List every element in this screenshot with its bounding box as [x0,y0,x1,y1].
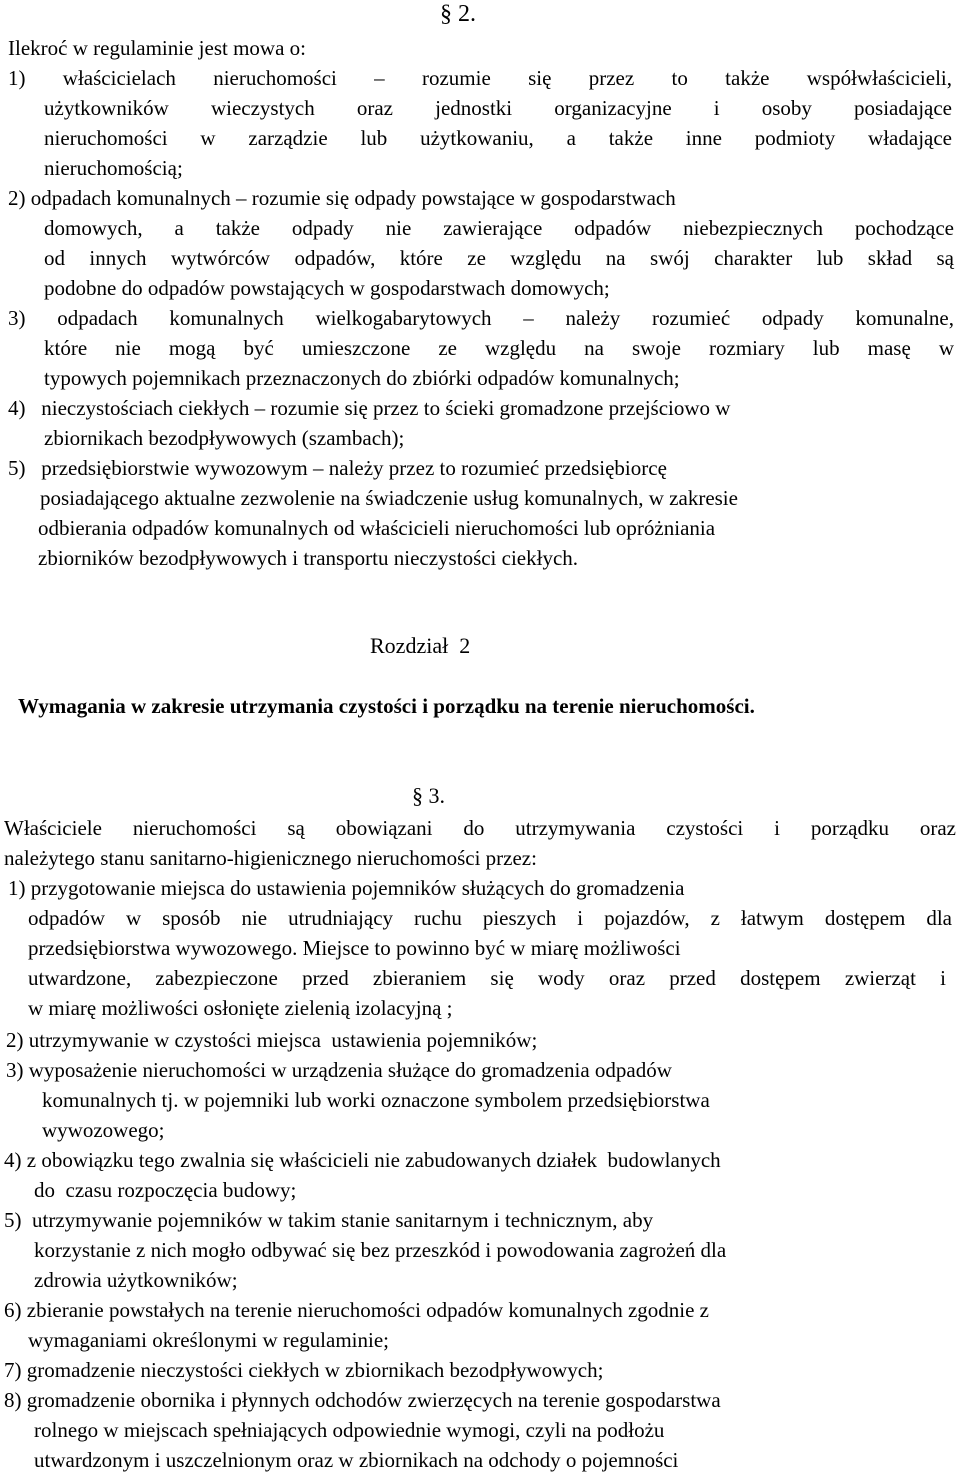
obligation-8-line-3: utwardzonym i uszczelnionym oraz w zbiornikach na odchody o pojemności [34,1448,679,1472]
definition-5-line-3: odbierania odpadów komunalnych od właścicieli nieruchomości lub opróżniania [38,516,716,540]
obligation-8-line-2: rolnego w miejscach spełniających odpowiednie wymogi, czyli na podłożu [34,1418,665,1442]
definition-4-line-2: zbiornikach bezodpływowych (szambach); [44,426,405,450]
section-3-intro-line-2: należytego stanu sanitarno-higienicznego nieruchomości przez: [4,846,537,870]
obligation-5-line-2: korzystanie z nich mogło odbywać się bez przeszkód i powodowania zagrożeń dla [34,1238,727,1262]
obligation-3-line-2: komunalnych tj. w pojemniki lub worki oznaczone symbolem przedsiębiorstwa [42,1088,710,1112]
obligation-3-line-1: 3) wyposażenie nieruchomości w urządzenia służące do gromadzenia odpadów [6,1058,672,1082]
obligation-1-line-2: odpadów w sposób nie utrudniający ruchu pieszych i pojazdów, z łatwym dostępem dla [28,906,952,930]
definition-5-line-2: posiadającego aktualne zezwolenie na świadczenie usług komunalnych, w zakresie [40,486,738,510]
obligation-1-line-1: 1) przygotowanie miejsca do ustawienia pojemników służących do gromadzenia [8,876,685,900]
obligation-1-line-3: przedsiębiorstwa wywozowego. Miejsce to powinno być w miarę możliwości [28,936,681,960]
obligation-3-line-3: wywozowego; [42,1118,165,1142]
definition-1-line-3: nieruchomości w zarządzie lub użytkowaniu, a także inne podmioty władające [44,126,952,150]
chapter-title: Wymagania w zakresie utrzymania czystości i porządku na terenie nieruchomości. [18,694,755,718]
definition-5-line-4: zbiorników bezodpływowych i transportu nieczystości ciekłych. [38,546,579,570]
definition-3-line-3: typowych pojemnikach przeznaczonych do zbiórki odpadów komunalnych; [44,366,680,390]
definition-3-line-2: które nie mogą być umieszczone ze względu na swoje rozmiary lub masę w [44,336,954,360]
definition-2-line-1: 2) odpadach komunalnych – rozumie się odpady powstające w gospodarstwach [8,186,676,210]
definition-1-line-4: nieruchomością; [44,156,183,180]
obligation-7-line-1: 7) gromadzenie nieczystości ciekłych w zbiornikach bezodpływowych; [4,1358,604,1382]
definition-2-line-4: podobne do odpadów powstających w gospodarstwach domowych; [44,276,610,300]
obligation-1-line-5: w miarę możliwości osłonięte zielenią izolacyjną ; [28,996,453,1020]
definition-2-line-3: od innych wytwórców odpadów, które ze względu na swój charakter lub skład są [44,246,954,270]
obligation-8-line-1: 8) gromadzenie obornika i płynnych odchodów zwierzęcych na terenie gospodarstwa [4,1388,721,1412]
definition-2-line-2: domowych, a także odpady nie zawierające odpadów niebezpiecznych pochodzące [44,216,954,240]
section-2-intro: Ilekroć w regulaminie jest mowa o: [8,36,306,60]
section-3-intro-line-1: Właściciele nieruchomości są obowiązani do utrzymywania czystości i porządku oraz [4,816,956,840]
chapter-label: Rozdział 2 [370,633,471,658]
definition-1-line-2: użytkowników wieczystych oraz jednostki organizacyjne i osoby posiadające [44,96,952,120]
obligation-6-line-1: 6) zbieranie powstałych na terenie nieruchomości odpadów komunalnych zgodnie z [4,1298,710,1322]
section-2-heading: § 2. [440,1,476,27]
definition-1-line-1: 1) właścicielach nieruchomości – rozumie się przez to także współwłaścicieli, [8,66,952,90]
definition-5-line-1: 5) przedsiębiorstwie wywozowym – należy przez to rozumieć przedsiębiorcę [8,456,667,480]
definition-3-line-1: 3) odpadach komunalnych wielkogabarytowych – należy rozumieć odpady komunalne, [8,306,954,330]
obligation-5-line-3: zdrowia użytkowników; [34,1268,238,1292]
definition-4-line-1: 4) nieczystościach ciekłych – rozumie się przez to ścieki gromadzone przejściowo w [8,396,731,420]
obligation-6-line-2: wymaganiami określonymi w regulaminie; [28,1328,389,1352]
obligation-1-line-4: utwardzone, zabezpieczone przed zbieraniem się wody oraz przed dostępem zwierząt i [28,966,946,990]
obligation-4-line-2: do czasu rozpoczęcia budowy; [34,1178,297,1202]
obligation-2-line-1: 2) utrzymywanie w czystości miejsca ustawienia pojemników; [6,1028,538,1052]
section-3-heading: § 3. [412,783,445,808]
obligation-5-line-1: 5) utrzymywanie pojemników w takim stanie sanitarnym i technicznym, aby [4,1208,654,1232]
obligation-4-line-1: 4) z obowiązku tego zwalnia się właścicieli nie zabudowanych działek budowlanych [4,1148,721,1172]
